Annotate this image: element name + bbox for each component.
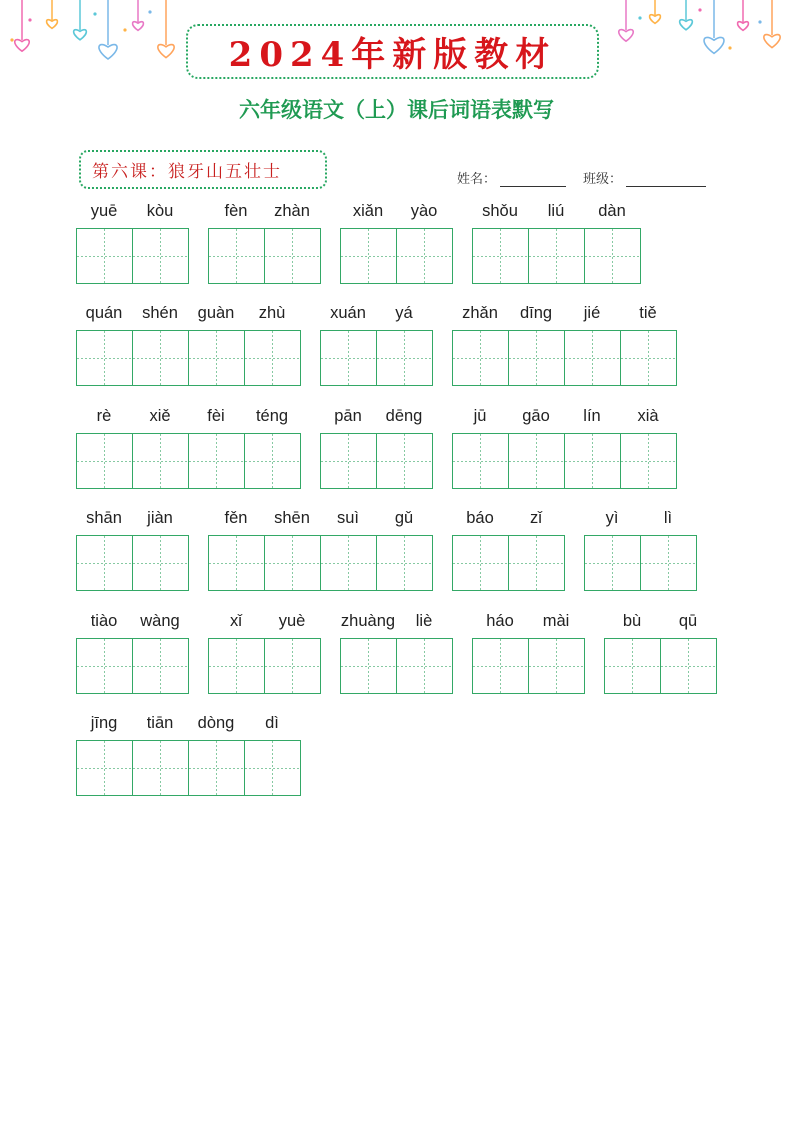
writing-box[interactable]: [320, 433, 376, 489]
writing-box[interactable]: [76, 433, 132, 489]
writing-box[interactable]: [452, 433, 508, 489]
writing-box[interactable]: [188, 330, 244, 386]
writing-box[interactable]: [620, 433, 677, 489]
character-cell: [132, 610, 188, 696]
pinyin-label: xǐ: [230, 612, 242, 630]
word-group: [604, 610, 717, 696]
character-cell: [620, 302, 676, 388]
page-title: 2024年新版教材: [228, 35, 557, 75]
writing-box[interactable]: [508, 535, 565, 591]
character-cell: [396, 610, 452, 696]
word-group: [76, 712, 301, 798]
writing-box[interactable]: [320, 535, 376, 591]
pinyin-label: báo: [466, 509, 494, 527]
pinyin-label: wàng: [140, 612, 180, 630]
word-group: [76, 405, 301, 491]
pinyin-label: jū: [473, 407, 487, 425]
pinyin-label: yá: [395, 304, 413, 322]
word-group: [208, 200, 321, 286]
pinyin-label: shén: [142, 304, 178, 322]
pinyin-label: xuán: [330, 304, 366, 322]
character-cell: [244, 405, 300, 491]
pinyin-label: kòu: [146, 202, 174, 220]
writing-box[interactable]: [376, 330, 433, 386]
writing-box[interactable]: [564, 433, 620, 489]
pinyin-label: lín: [583, 407, 601, 425]
writing-box[interactable]: [76, 330, 132, 386]
pinyin-label: zǐ: [530, 509, 542, 527]
writing-box[interactable]: [208, 535, 264, 591]
character-cell: [376, 302, 432, 388]
writing-box[interactable]: [396, 228, 453, 284]
writing-box[interactable]: [76, 638, 132, 694]
character-cell: [376, 507, 432, 593]
writing-box[interactable]: [76, 535, 132, 591]
character-cell: [508, 507, 564, 593]
character-cell: [640, 507, 696, 593]
word-group: [320, 405, 433, 491]
pinyin-label: xiǎn: [352, 202, 384, 220]
writing-box[interactable]: [320, 330, 376, 386]
writing-box[interactable]: [132, 228, 189, 284]
pinyin-label: zhàn: [274, 202, 310, 220]
writing-box[interactable]: [584, 535, 640, 591]
writing-box[interactable]: [452, 535, 508, 591]
word-group: [76, 610, 189, 696]
word-group: [452, 507, 565, 593]
pinyin-label: fèn: [224, 202, 248, 220]
pinyin-label: dì: [265, 714, 279, 732]
pinyin-label: guàn: [197, 304, 235, 322]
writing-box[interactable]: [396, 638, 453, 694]
character-cell: [528, 610, 584, 696]
writing-box[interactable]: [208, 228, 264, 284]
writing-box[interactable]: [244, 330, 301, 386]
word-group: [76, 507, 189, 593]
writing-box[interactable]: [508, 433, 564, 489]
writing-box[interactable]: [264, 228, 321, 284]
pinyin-label: shǒu: [482, 202, 518, 220]
word-group: [584, 507, 697, 593]
writing-box[interactable]: [76, 740, 132, 796]
writing-box[interactable]: [132, 330, 188, 386]
character-cell: [660, 610, 716, 696]
pinyin-label: jié: [583, 304, 601, 322]
character-cell: [376, 405, 432, 491]
pinyin-label: fěn: [224, 509, 248, 527]
pinyin-label: pān: [334, 407, 362, 425]
pinyin-label: rè: [96, 407, 112, 425]
writing-box[interactable]: [340, 638, 396, 694]
pinyin-label: lì: [663, 509, 673, 527]
pinyin-label: zhǎn: [462, 304, 498, 322]
writing-box[interactable]: [472, 638, 528, 694]
pinyin-label: zhuàng: [340, 612, 396, 630]
pinyin-label: qū: [678, 612, 698, 630]
writing-box[interactable]: [376, 535, 433, 591]
word-group: [452, 405, 677, 491]
pinyin-label: yuē: [90, 202, 118, 220]
pinyin-label: fèi: [207, 407, 225, 425]
pinyin-label: suì: [336, 509, 359, 527]
writing-box[interactable]: [620, 330, 677, 386]
writing-box[interactable]: [376, 433, 433, 489]
word-group: [452, 302, 677, 388]
pinyin-label: tiě: [639, 304, 657, 322]
pinyin-label: téng: [255, 407, 289, 425]
lesson-title: 第六课：狼牙山五壮士: [92, 162, 282, 182]
pinyin-label: zhù: [258, 304, 286, 322]
writing-box[interactable]: [244, 740, 301, 796]
pinyin-label: gǔ: [394, 509, 414, 527]
writing-box[interactable]: [264, 535, 320, 591]
pinyin-label: dàn: [598, 202, 626, 220]
pinyin-label: yào: [410, 202, 438, 220]
character-cell: [132, 507, 188, 593]
pinyin-label: tiān: [146, 714, 174, 732]
name-label: 姓名：: [457, 172, 497, 187]
class-label: 班级：: [583, 172, 623, 187]
writing-box[interactable]: [508, 330, 564, 386]
writing-box[interactable]: [584, 228, 641, 284]
pinyin-label: dīng: [519, 304, 553, 322]
pinyin-label: háo: [486, 612, 514, 630]
pinyin-label: dēng: [385, 407, 423, 425]
writing-box[interactable]: [208, 638, 264, 694]
writing-box[interactable]: [564, 330, 620, 386]
word-group: [208, 610, 321, 696]
character-cell: [396, 200, 452, 286]
pinyin-label: dòng: [197, 714, 235, 732]
character-cell: [620, 405, 676, 491]
pinyin-label: quán: [85, 304, 123, 322]
pinyin-label: shēn: [274, 509, 310, 527]
pinyin-label: yì: [605, 509, 619, 527]
writing-box[interactable]: [452, 330, 508, 386]
pinyin-label: shān: [86, 509, 122, 527]
writing-box[interactable]: [528, 638, 585, 694]
character-cell: [244, 712, 300, 798]
pinyin-label: liú: [547, 202, 565, 220]
pinyin-label: bù: [622, 612, 642, 630]
word-group: [472, 200, 641, 286]
word-group: [340, 610, 453, 696]
character-cell: [584, 200, 640, 286]
writing-box[interactable]: [132, 433, 188, 489]
writing-box[interactable]: [472, 228, 528, 284]
pinyin-label: jiàn: [147, 509, 173, 527]
word-group: [76, 200, 189, 286]
writing-box[interactable]: [132, 535, 189, 591]
writing-box[interactable]: [640, 535, 697, 591]
character-cell: [264, 610, 320, 696]
writing-box[interactable]: [660, 638, 717, 694]
writing-box[interactable]: [244, 433, 301, 489]
writing-box[interactable]: [264, 638, 321, 694]
word-group: [340, 200, 453, 286]
writing-box[interactable]: [604, 638, 660, 694]
pinyin-label: tiào: [90, 612, 118, 630]
word-group: [208, 507, 433, 593]
character-cell: [244, 302, 300, 388]
writing-box[interactable]: [188, 433, 244, 489]
word-group: [472, 610, 585, 696]
page-subtitle: 六年级语文（上）课后词语表默写: [239, 98, 554, 122]
writing-box[interactable]: [340, 228, 396, 284]
writing-box[interactable]: [528, 228, 584, 284]
pinyin-label: jīng: [90, 714, 118, 732]
pinyin-label: yuè: [278, 612, 306, 630]
character-cell: [132, 200, 188, 286]
pinyin-label: gāo: [522, 407, 550, 425]
pinyin-label: liè: [415, 612, 433, 630]
pinyin-label: xià: [637, 407, 659, 425]
pinyin-label: xiě: [149, 407, 171, 425]
writing-box[interactable]: [132, 740, 188, 796]
writing-box[interactable]: [188, 740, 244, 796]
writing-box[interactable]: [76, 228, 132, 284]
word-group: [320, 302, 433, 388]
writing-box[interactable]: [132, 638, 189, 694]
pinyin-label: mài: [542, 612, 570, 630]
word-group: [76, 302, 301, 388]
character-cell: [264, 200, 320, 286]
